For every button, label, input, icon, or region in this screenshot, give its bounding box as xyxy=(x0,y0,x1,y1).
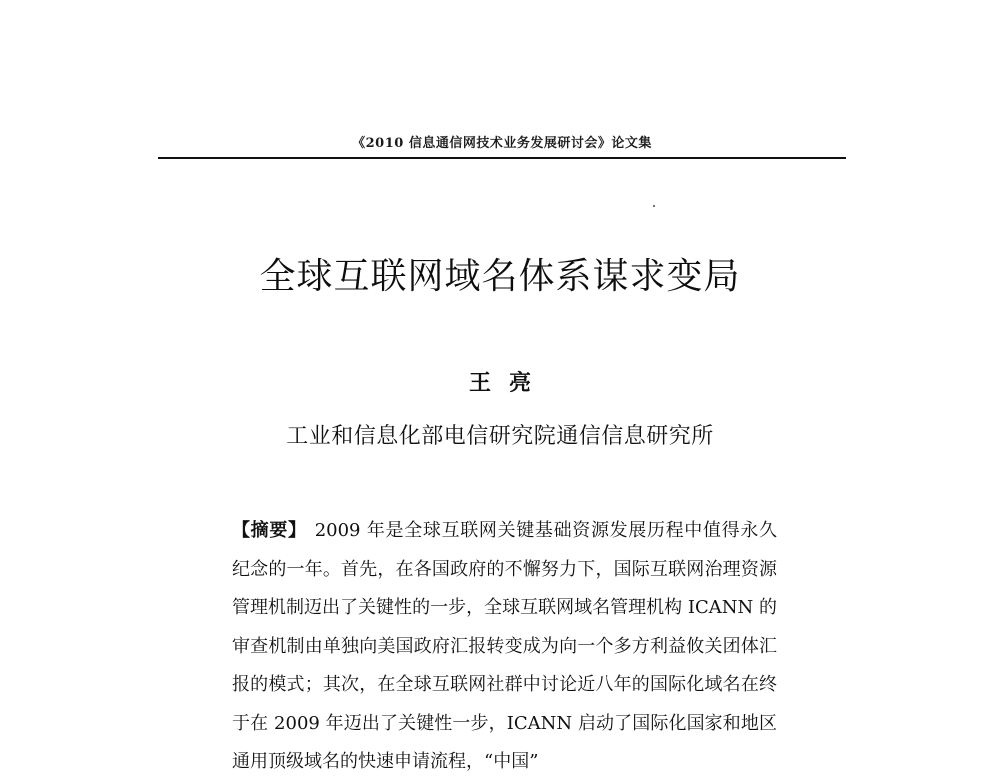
abstract-text: 2009 年是全球互联网关键基础资源发展历程中值得永久纪念的一年。首先，在各国政府的不懈努力下，国际互联网治理资源管理机制迈出了关键性的一步，全球互联网域名管理机构 ICANN 的审查机制由单独向美国政府汇报转变成为向一个多方利益攸关团体汇报的模式；其次，在全球互联网社群中讨论近八年的国际化域名在终于在 2009 年迈出了关键性一步，ICANN 启动了国际化国家和地区通用顶级域名的快速申请流程，“中国” xyxy=(232,520,777,772)
scan-speck xyxy=(653,205,655,207)
author-affiliation: 工业和信息化部电信研究院通信信息研究所 xyxy=(286,424,714,449)
abstract-paragraph xyxy=(232,512,777,782)
abstract-label: 【摘要】 xyxy=(232,520,307,541)
running-header: 《2010 信息通信网技术业务发展研讨会》论文集 xyxy=(352,136,652,151)
author-name: 王亮 xyxy=(468,370,549,396)
header-rule xyxy=(158,157,846,159)
paper-title: 全球互联网域名体系谋求变局 xyxy=(259,256,741,297)
